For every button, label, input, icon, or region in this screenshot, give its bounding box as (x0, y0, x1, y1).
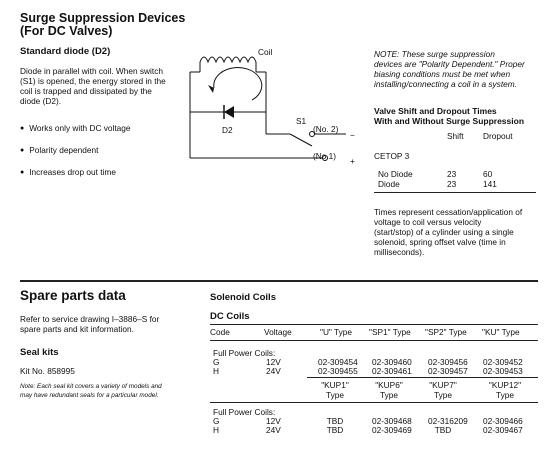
coil-part-number: 02-309455 (318, 366, 358, 376)
coil-col-header: "KU" Type (482, 327, 520, 337)
note-line-4: installing/connecting a coil in a system. (374, 79, 517, 89)
coil-col-header (420, 380, 466, 400)
coil-code: H (213, 366, 219, 376)
coil-col-header-line2: Type (380, 390, 398, 400)
coil-col-header-line1: "KUP7" (429, 380, 457, 390)
coil-part-number: 02-309461 (372, 366, 412, 376)
desc-line-1: Diode in parallel with coil. When switch (20, 66, 163, 76)
coil-part-number: TBD (434, 425, 452, 435)
coil-col-header: "SP2" Type (425, 327, 467, 337)
seal-kit-note (20, 382, 162, 400)
seal-note-line-2: may have redundant seals for a particular model. (20, 392, 159, 399)
spare-parts-title: Spare parts data (20, 288, 126, 303)
coil-col-header: Voltage (264, 327, 292, 337)
coil-part-number: TBD (326, 416, 344, 426)
coil-voltage: 12V (266, 416, 281, 426)
section-divider (20, 280, 538, 282)
coil-section-label: Full Power Coils: (213, 348, 276, 358)
coil-voltage: 24V (266, 425, 281, 435)
polarity-note (374, 49, 525, 89)
no2-label: (No. 2) (313, 124, 339, 134)
seal-kit-number: Kit No. 858995 (20, 366, 75, 376)
coil-section-label: Full Power Coils: (213, 407, 276, 417)
coil-table-rule (210, 340, 538, 341)
section-title-line1: Surge Suppression Devices (20, 11, 186, 25)
desc-line-2: (S1) is opened, the energy stored in the (20, 76, 166, 86)
coil-voltage: 12V (266, 357, 281, 367)
coil-part-number: 02-309466 (483, 416, 523, 426)
coil-label: Coil (258, 47, 273, 57)
coil-part-number: TBD (326, 425, 344, 435)
current-arrow (214, 68, 262, 100)
coil-part-number: 02-309467 (483, 425, 523, 435)
coil-col-header: "U" Type (320, 327, 353, 337)
coil-part-number: 02-309469 (372, 425, 412, 435)
coil-table-rule (210, 402, 538, 403)
shift-table-title-line2: With and Without Surge Suppression (374, 116, 525, 126)
shift-table-title-line1: Valve Shift and Dropout Times (374, 106, 497, 116)
coil-col-header-line2: Type (496, 390, 514, 400)
footnote-line-3: (start/stop) of a cylinder using a single (374, 227, 514, 237)
coil-part-number: 02-309452 (483, 357, 523, 367)
coil-part-number: 02-316209 (428, 416, 468, 426)
coil-code: G (213, 416, 220, 426)
table-cell-shift: 23 (447, 169, 457, 179)
switch-symbol (290, 134, 312, 146)
table-cell-dropout: 141 (483, 179, 497, 189)
seal-kits-title: Seal kits (20, 347, 59, 358)
coil-col-header-line1: "KUP6" (375, 380, 403, 390)
shift-footnote (374, 207, 522, 257)
coil-col-header: "SP1" Type (369, 327, 411, 337)
coil-part-number: 02-309468 (372, 416, 412, 426)
shift-group-label: CETOP 3 (374, 151, 410, 161)
coil-table-rule-top (210, 324, 538, 325)
shift-table-title (374, 106, 524, 126)
circuit-diagram (180, 40, 370, 175)
section-title (20, 12, 185, 38)
footnote-line-2: voltage to coil versus velocity (374, 217, 482, 227)
col-shift-header: Shift (447, 131, 464, 141)
coil-part-number: 02-309454 (318, 357, 358, 367)
coil-col-header-line2: Type (326, 390, 344, 400)
s1-label: S1 (296, 116, 307, 126)
diode-symbol (224, 106, 234, 118)
coil-col-header-line2: Type (434, 390, 452, 400)
note-line-1: NOTE: These surge suppression (374, 49, 495, 59)
coil-table-rule (307, 377, 538, 378)
subtitle: Standard diode (D2) (20, 46, 111, 57)
description (20, 66, 166, 106)
coil-col-header-line1: "KUP1" (321, 380, 349, 390)
coil-col-header-line1: "KUP12" (488, 380, 522, 390)
bullet-item: ● Increases drop out time (20, 167, 116, 179)
table-cell-dropout: 60 (483, 169, 493, 179)
table-divider (374, 192, 536, 193)
spare-line-2: spare parts and kit information. (20, 324, 134, 334)
coil-col-header (312, 380, 358, 400)
coil-part-number: 02-309456 (428, 357, 468, 367)
coil-col-header (366, 380, 412, 400)
note-line-2: devices are "Polarity Dependent." Proper (374, 59, 525, 69)
coil-code: G (213, 357, 220, 367)
table-row-label: Diode (378, 179, 400, 189)
spare-parts-text (20, 314, 159, 334)
coil-code: H (213, 425, 219, 435)
coil-part-number: 02-309457 (428, 366, 468, 376)
coil-col-header: Code (210, 327, 230, 337)
seal-note-line-1: Note: Each seal kit covers a variety of models and (20, 383, 162, 390)
minus-label: − (350, 130, 355, 140)
desc-line-3: coil is trapped and dissipated by the (20, 86, 152, 96)
coil-voltage: 24V (266, 366, 281, 376)
d2-label: D2 (222, 125, 233, 135)
solenoid-coils-title: Solenoid Coils (210, 292, 276, 303)
table-row-label: No Diode (378, 169, 413, 179)
coil-col-header (480, 380, 530, 400)
dc-coils-title: DC Coils (210, 311, 250, 322)
footnote-line-1: Times represent cessation/application of (374, 207, 523, 217)
bullet-item: ● Works only with DC voltage (20, 123, 131, 135)
note-line-3: biasing conditions must be met when (374, 69, 511, 79)
section-title-line2: (For DC Valves) (20, 24, 113, 38)
spare-line-1: Refer to service drawing I–3886–S for (20, 314, 160, 324)
bullet-item: ● Polarity dependent (20, 145, 98, 157)
plus-label: + (350, 156, 355, 166)
no1-label: (No 1) (313, 151, 337, 161)
col-dropout-header: Dropout (483, 131, 513, 141)
coil-part-number: 02-309460 (372, 357, 412, 367)
footnote-line-5: milliseconds). (374, 247, 425, 257)
coil-part-number: 02-309453 (483, 366, 523, 376)
footnote-line-4: solenoid, spring offset valve (time in (374, 237, 506, 247)
coil-symbol (200, 57, 256, 62)
desc-line-4: diode (D2). (20, 96, 62, 106)
table-cell-shift: 23 (447, 179, 457, 189)
